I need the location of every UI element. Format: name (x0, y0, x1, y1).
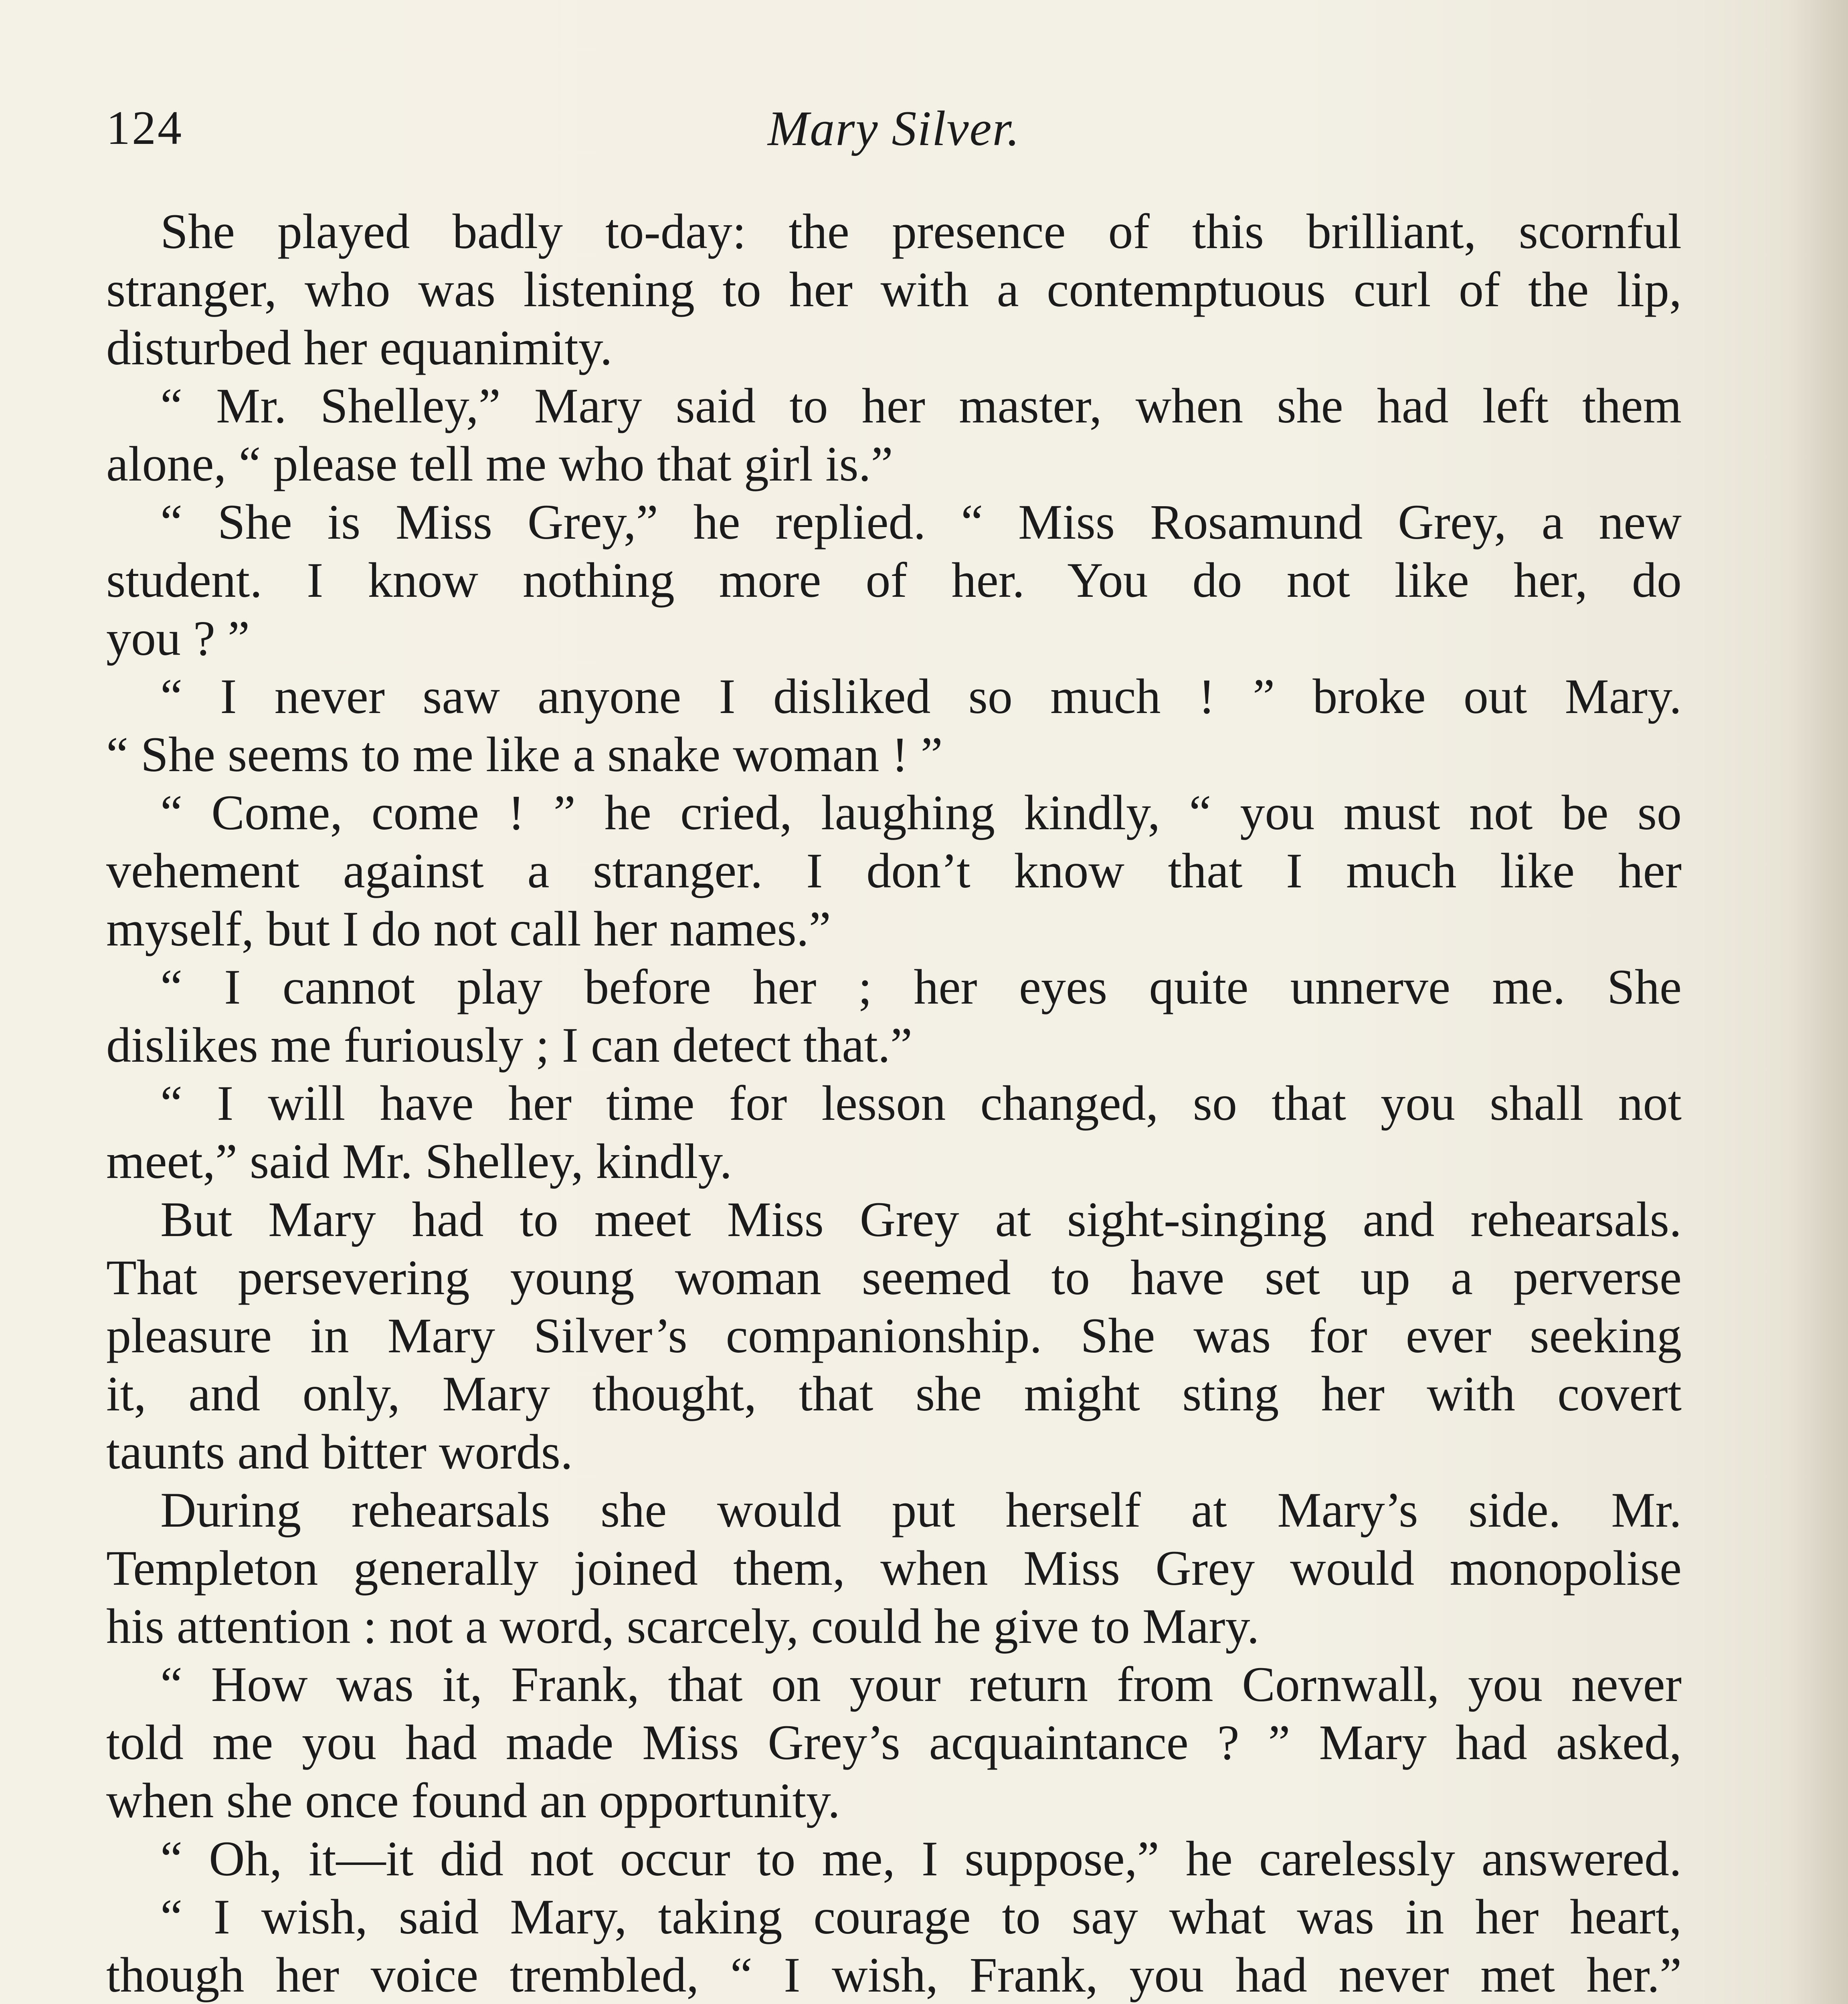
text-line: She played badly to-day: the presence of this brilliant, scornful (160, 204, 1682, 259)
text-line: stranger, who was listening to her with a contemptuous curl of the lip, (106, 262, 1682, 317)
text-line: told me you had made Miss Grey’s acquaintance ? ” Mary had asked, (106, 1715, 1682, 1770)
text-line: “ I never saw anyone I disliked so much ! ” broke out Mary. (160, 669, 1682, 724)
text-line: though her voice trembled, “ I wish, Frank, you had never met her.” (106, 1947, 1682, 2002)
text-line: “ Mr. Shelley,” Mary said to her master, when she had left them (160, 378, 1682, 433)
running-title: Mary Silver. (767, 101, 1021, 156)
text-line: That persevering young woman seemed to have set up a perverse (106, 1250, 1682, 1305)
page-number: 124 (106, 101, 183, 154)
text-line: dislikes me furiously ; I can detect that.” (106, 1018, 912, 1073)
text-line: But Mary had to meet Miss Grey at sight-singing and rehearsals. (160, 1192, 1682, 1247)
text-line: alone, “ please tell me who that girl is.” (106, 436, 893, 491)
text-line: when she once found an opportunity. (106, 1773, 840, 1828)
text-line: his attention : not a word, scarcely, could he give to Mary. (106, 1599, 1260, 1654)
text-line: “ I will have her time for lesson changed, so that you shall not (160, 1076, 1682, 1131)
text-line: it, and only, Mary thought, that she might sting her with covert (106, 1366, 1682, 1421)
text-line: “ I wish, said Mary, taking courage to say what was in her heart, (160, 1889, 1682, 1944)
text-line: meet,” said Mr. Shelley, kindly. (106, 1134, 732, 1189)
page-header (106, 92, 1682, 172)
text-line: “ I cannot play before her ; her eyes quite unnerve me. She (160, 960, 1682, 1014)
text-line: pleasure in Mary Silver’s companionship. She was for ever seeking (106, 1308, 1682, 1363)
text-line: you ? ” (106, 611, 250, 666)
text-line: taunts and bitter words. (106, 1424, 573, 1479)
text-line: “ She is Miss Grey,” he replied. “ Miss Rosamund Grey, a new (160, 495, 1682, 549)
text-line: disturbed her equanimity. (106, 320, 613, 375)
text-line: vehement against a stranger. I don’t know that I much like her (106, 843, 1682, 898)
text-line: “ How was it, Frank, that on your return from Cornwall, you never (160, 1657, 1682, 1712)
text-line: student. I know nothing more of her. You do not like her, do (106, 553, 1682, 608)
text-line: Templeton generally joined them, when Miss Grey would monopolise (106, 1541, 1682, 1596)
text-line: “ She seems to me like a snake woman ! ” (106, 727, 943, 782)
text-line: “ Oh, it—it did not occur to me, I suppose,” he carelessly answered. (160, 1831, 1682, 1886)
body-text (106, 202, 1682, 2004)
page-edge-shadow (1788, 0, 1848, 2004)
text-line: “ Come, come ! ” he cried, laughing kindly, “ you must not be so (160, 785, 1682, 840)
text-line: myself, but I do not call her names.” (106, 901, 831, 956)
text-line: During rehearsals she would put herself at Mary’s side. Mr. (160, 1483, 1682, 1537)
